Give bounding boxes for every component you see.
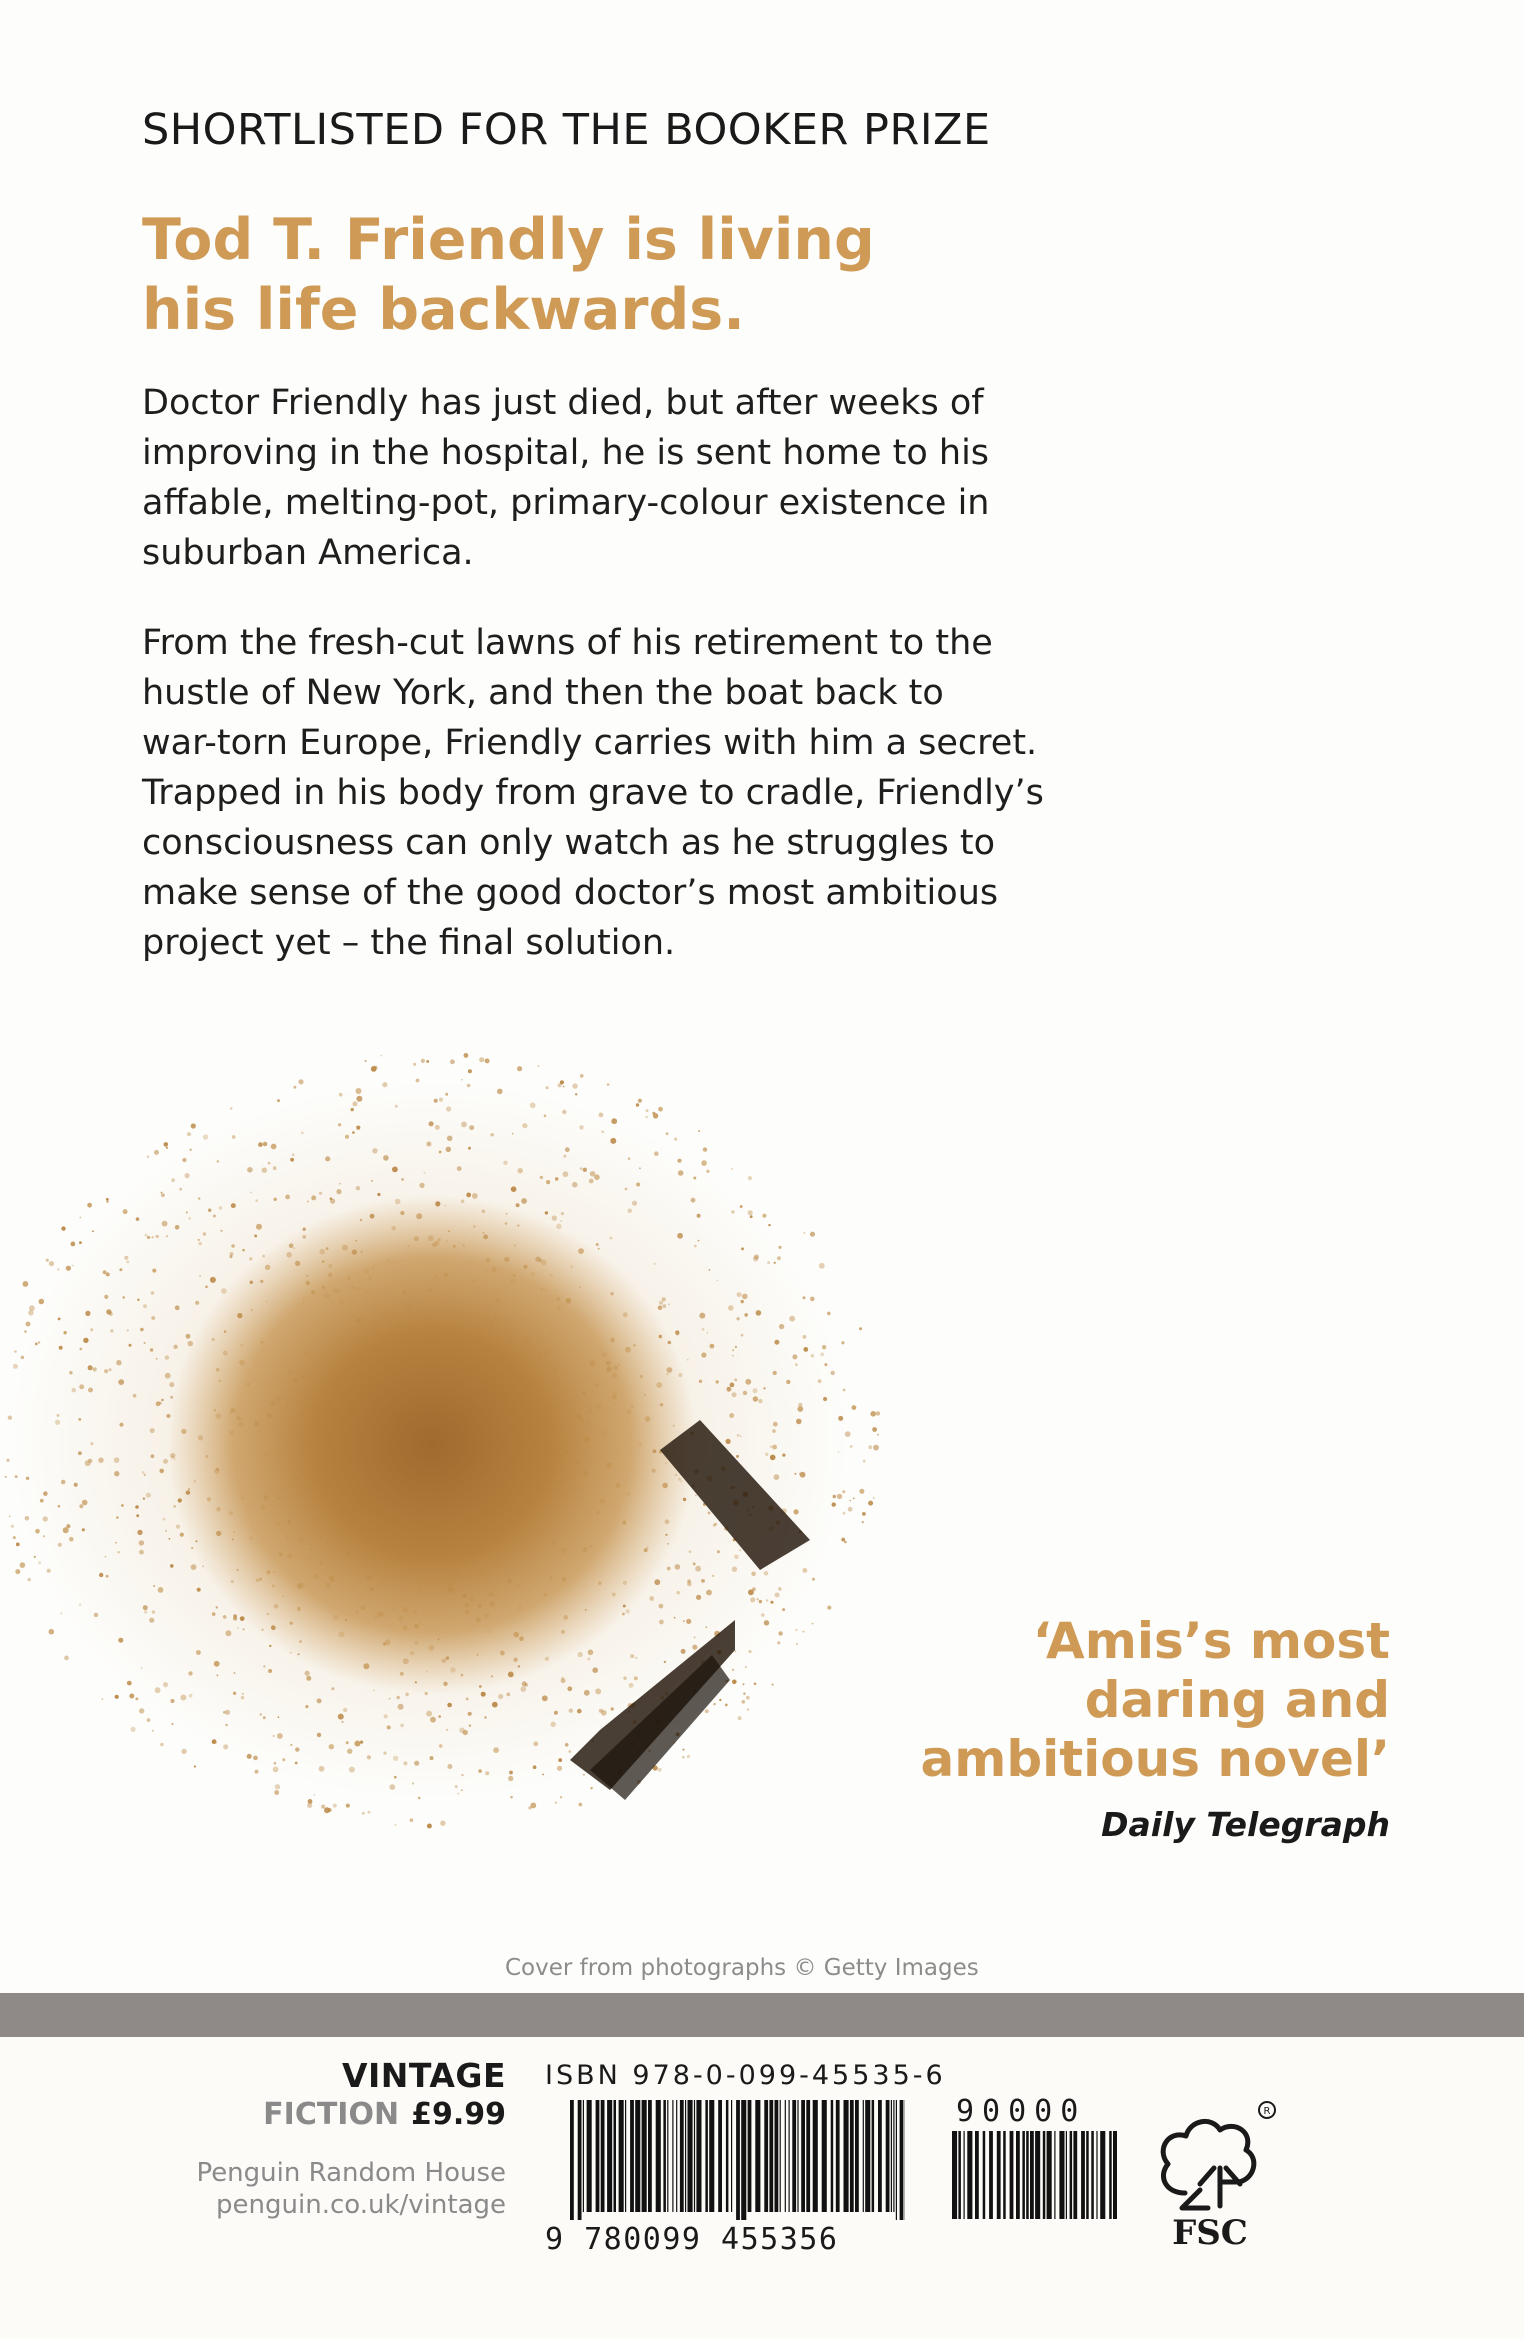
- sand-artwork: [0, 1000, 1000, 1860]
- blurb-line: Doctor Friendly has just died, but after weeks of: [142, 383, 984, 423]
- category: FICTION: [263, 2097, 400, 2132]
- quote-line: ambitious novel’: [920, 1730, 1390, 1788]
- fsc-logo: [1150, 2098, 1280, 2248]
- blurb-line: make sense of the good doctor’s most ambitious: [142, 873, 999, 913]
- headline: [142, 205, 1142, 345]
- fsc-label: FSC: [1172, 2213, 1248, 2248]
- publisher-block: [196, 2057, 506, 2221]
- blurb-line: suburban America.: [142, 533, 474, 573]
- publisher-website: penguin.co.uk/vintage: [216, 2190, 506, 2220]
- quote-line: ‘Amis’s most: [1032, 1612, 1390, 1670]
- imprint-name: VINTAGE: [341, 2056, 506, 2095]
- divider-band: [0, 1993, 1524, 2037]
- blurb-line: war-torn Europe, Friendly carries with him a secret.: [142, 723, 1038, 763]
- photo-credit: Cover from photographs © Getty Images: [505, 1955, 979, 1981]
- category-price: [196, 2095, 506, 2135]
- addon-digits: 90000: [956, 2094, 1087, 2129]
- publisher-name: Penguin Random House: [196, 2158, 506, 2188]
- barcode-digits: 9 780099 455356: [545, 2222, 839, 2257]
- blurb-line: hustle of New York, and then the boat back to: [142, 673, 944, 713]
- prize-banner: SHORTLISTED FOR THE BOOKER PRIZE: [142, 105, 991, 155]
- quote-source: Daily Telegraph: [1101, 1805, 1390, 1844]
- blurb-line: improving in the hospital, he is sent home to his: [142, 433, 990, 473]
- blurb-line: consciousness can only watch as he struggles to: [142, 823, 996, 863]
- isbn-number: ISBN 978-0-099-45535-6: [545, 2060, 946, 2091]
- blurb-line: affable, melting-pot, primary-colour existence in: [142, 483, 990, 523]
- price: £9.99: [411, 2097, 506, 2132]
- publisher-info: [196, 2157, 506, 2221]
- blurb-line: From the fresh-cut lawns of his retirement to the: [142, 623, 993, 663]
- headline-line: his life backwards.: [142, 277, 745, 343]
- sand-pile: [167, 1195, 697, 1695]
- svg-text:R: R: [1263, 2106, 1271, 2117]
- review-quote: [920, 1612, 1390, 1789]
- quote-line: daring and: [1084, 1671, 1390, 1729]
- blurb-line: Trapped in his body from grave to cradle, Friendly’s: [142, 773, 1044, 813]
- blurb-paragraph-1: [142, 378, 1242, 578]
- blurb-paragraph-2: [142, 618, 1242, 968]
- barcode: [570, 2100, 905, 2220]
- blurb-line: project yet – the final solution.: [142, 923, 676, 963]
- headline-line: Tod T. Friendly is living: [142, 207, 875, 273]
- addon-barcode: [952, 2131, 1117, 2227]
